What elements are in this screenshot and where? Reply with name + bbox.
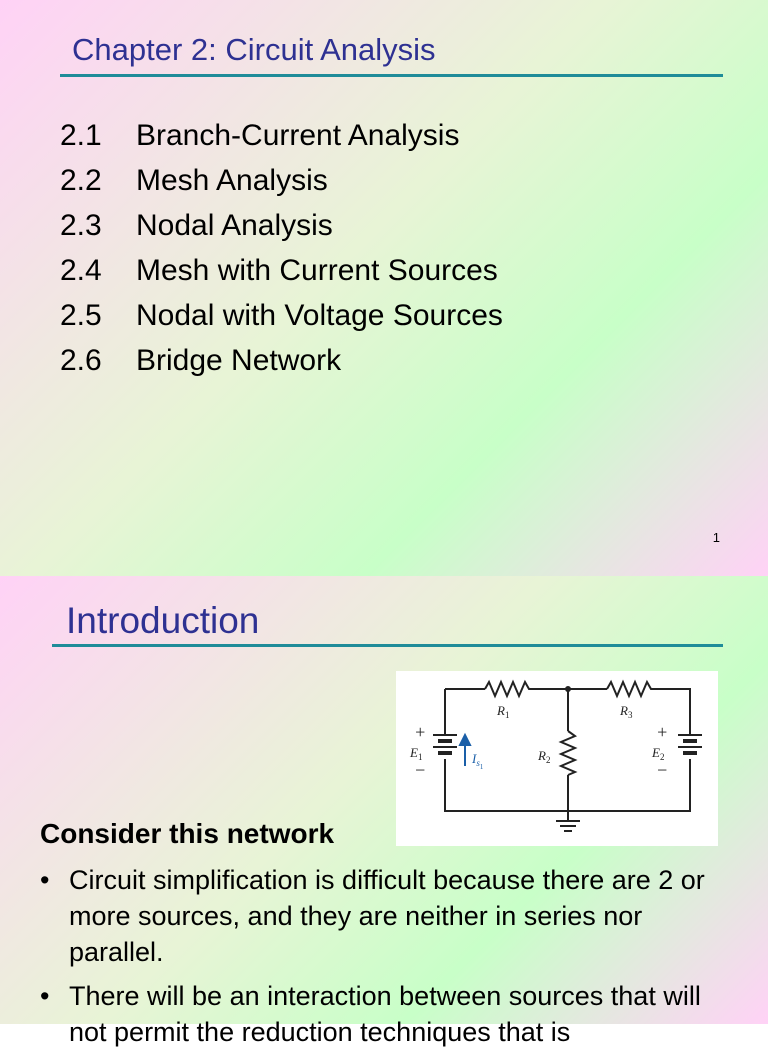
section-label: Bridge Network — [136, 344, 342, 377]
title-underline — [60, 74, 723, 77]
section-label: Nodal Analysis — [136, 209, 333, 242]
section-label: Nodal with Voltage Sources — [136, 299, 503, 332]
resistor-r1 — [485, 682, 533, 696]
bullet-item — [40, 978, 740, 1050]
ground-icon — [556, 821, 580, 831]
section-number: 2.5 — [60, 299, 102, 332]
section-item — [60, 161, 503, 206]
section-item — [60, 116, 503, 161]
label-e1: $E_1$ — [410, 745, 423, 762]
bullet-list — [40, 862, 740, 1058]
section-heading: Consider this network — [40, 818, 335, 849]
plus-sign-e2: + — [656, 722, 669, 742]
label-r3: $R_3$ — [620, 703, 633, 720]
resistor-r2 — [561, 731, 575, 775]
plus-sign-e1: + — [414, 722, 427, 742]
page-number: 1 — [712, 530, 720, 545]
section-number: 2.1 — [60, 119, 102, 152]
section-number: 2.4 — [60, 254, 102, 287]
current-arrow-icon — [460, 735, 470, 766]
section-label: Mesh Analysis — [136, 164, 328, 197]
section-item — [60, 296, 503, 341]
section-number: 2.6 — [60, 344, 102, 377]
label-is1: $I_{s1}$ — [472, 751, 484, 771]
bullet-icon: • — [40, 981, 50, 1011]
label-r2: $R_2$ — [538, 748, 551, 765]
battery-e1 — [433, 735, 457, 759]
junction-dot — [565, 686, 571, 692]
section-item — [60, 341, 503, 386]
battery-e2 — [678, 735, 702, 753]
section-number: 2.2 — [60, 164, 102, 197]
title-underline — [52, 644, 723, 647]
bullet-icon: • — [40, 865, 50, 895]
minus-sign-e1: − — [414, 760, 427, 780]
slide-2 — [0, 576, 768, 1047]
slide-title: Introduction — [66, 600, 260, 641]
section-item — [60, 206, 503, 251]
bullet-text: There will be an interaction between sources that will not permit the reduction techniques that is — [69, 981, 701, 1047]
section-list — [60, 116, 503, 386]
bullet-text: Circuit simplification is difficult because there are 2 or more sources, and they are neither in series nor parallel. — [69, 865, 705, 967]
bullet-item — [40, 862, 740, 970]
label-e2: $E_2$ — [652, 745, 665, 762]
section-label: Branch-Current Analysis — [136, 119, 460, 152]
minus-sign-e2: − — [656, 760, 669, 780]
section-label: Mesh with Current Sources — [136, 254, 498, 287]
slide-title: Chapter 2: Circuit Analysis — [72, 32, 436, 67]
label-r1: $R_1$ — [497, 703, 510, 720]
resistor-r3 — [607, 682, 653, 696]
circuit-diagram — [396, 671, 718, 846]
section-number: 2.3 — [60, 209, 102, 242]
section-item — [60, 251, 503, 296]
